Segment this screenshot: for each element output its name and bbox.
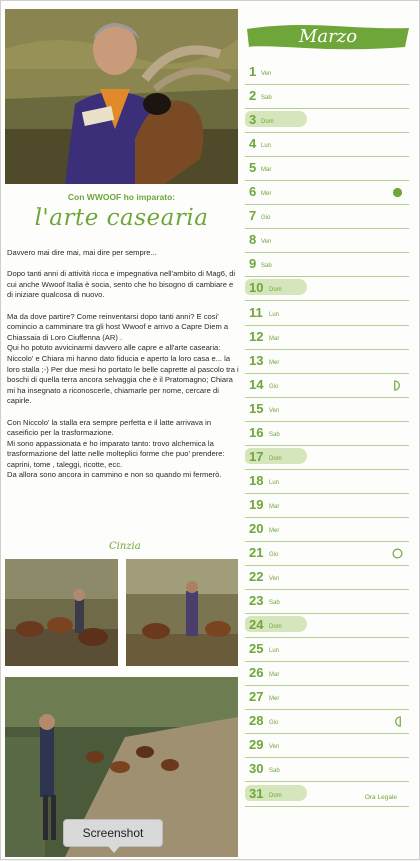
day-number: 18 [249, 472, 264, 488]
day-number: 22 [249, 569, 264, 585]
weekday-label: Dom [269, 455, 282, 462]
photo-goats-left [5, 559, 118, 666]
calendar-column [245, 21, 411, 851]
weekday-label: Ven [261, 71, 272, 77]
day-row [245, 662, 409, 686]
photo-goats-right [126, 559, 238, 666]
day-row [245, 229, 409, 253]
first-quarter-moon-icon [392, 380, 403, 391]
day-number: 3 [249, 112, 257, 128]
day-number: 10 [249, 280, 264, 296]
day-number: 25 [249, 641, 264, 657]
weekday-label: Ven [269, 744, 280, 751]
weekday-label: Lun [269, 648, 280, 655]
article-kicker: Con WWOOF ho imparato: [67, 192, 176, 202]
article-title: l'arte casearia [34, 205, 209, 231]
day-number: 26 [249, 665, 264, 681]
photo-woman-with-goat [5, 9, 238, 184]
day-row [245, 710, 409, 734]
article-paragraph: Con Niccolo' la stalla era sempre perfetta e il latte arrivava in caseificio per la trasformazione. [7, 417, 212, 438]
day-number: 2 [249, 88, 257, 104]
screenshot-tooltip: Screenshot [63, 819, 163, 847]
weekday-label: Ven [261, 239, 272, 246]
weekday-label: Sab [269, 431, 280, 438]
weekday-label: Sab [269, 600, 280, 607]
day-row [245, 614, 409, 638]
day-number: 21 [249, 545, 264, 560]
day-row [245, 109, 409, 133]
day-row [245, 133, 409, 157]
last-quarter-moon-icon [392, 716, 403, 727]
day-number: 20 [249, 520, 264, 536]
weekday-label: Gio [269, 720, 279, 727]
article-paragraph: Mi sono appassionata e ho imparato tanto: trovo alchemica la trasformazione del latte nelle molteplici forme che puo' prendere: caprini, tome , taleggi, ricotte, ecc. [7, 438, 225, 469]
day-note: Ora Legale [364, 793, 397, 801]
article-paragraph: Qui ho potuto avvicinarmi davvero alle capre e all'arte casearia: Niccolo' e Chiara mi hanno dato fiducia e aperto la loro casa e... la loro stalla ;-) Per due mesi ho portato le belle caprette al pascolo tra i boschi di quella terra ancora selvaggia che è il Pratomagno; Chiara mi ha insegnato a riconoscerle, chiamarle per nome, cercare di capirle. [7, 343, 239, 406]
day-row [245, 590, 409, 614]
day-row [245, 277, 409, 301]
article-body [7, 248, 239, 481]
weekday-label: Sab [261, 95, 272, 102]
day-number: 14 [249, 376, 264, 392]
weekday-label: Sab [269, 768, 280, 775]
day-row [245, 181, 409, 205]
day-number: 30 [249, 761, 264, 777]
article-paragraph: Dopo tanti anni di attività ricca e impegnativa nell'ambito di Mag6, di cui anche Wwoof Italia è socia, sento che ho bisogno di cambiare e di iniziare qualcosa di nuovo. [7, 269, 236, 300]
day-number: 19 [249, 496, 264, 512]
day-row [245, 446, 409, 470]
day-number: 31 [249, 785, 264, 801]
day-number: 1 [249, 64, 257, 79]
full-moon-icon [392, 548, 403, 559]
day-row [245, 470, 409, 494]
day-row [245, 157, 409, 181]
day-number: 6 [249, 184, 257, 200]
weekday-label: Dom [261, 119, 274, 126]
weekday-label: Ven [269, 576, 280, 583]
day-row [245, 350, 409, 374]
weekday-label: Mer [269, 359, 280, 366]
weekday-label: Mar [261, 167, 272, 174]
day-row [245, 518, 409, 542]
day-row [245, 422, 409, 446]
month-title: Marzo [298, 26, 358, 47]
weekday-label: Lun [269, 479, 280, 486]
day-row [245, 734, 409, 758]
day-number: 24 [249, 617, 264, 633]
day-number: 12 [249, 328, 264, 344]
day-row [245, 566, 409, 590]
day-number: 23 [249, 593, 264, 609]
weekday-label: Mar [269, 503, 280, 510]
day-number: 17 [249, 448, 264, 464]
day-row [245, 61, 409, 85]
day-row [245, 374, 409, 398]
day-number: 15 [249, 400, 264, 416]
month-banner [245, 23, 411, 51]
day-row [245, 398, 409, 422]
day-row [245, 253, 409, 277]
weekday-label: Lun [261, 143, 272, 150]
article-column [5, 9, 238, 859]
day-number: 16 [249, 424, 264, 440]
article-paragraph: Ma da dove partire? Come reinventarsi dopo tanti anni? E cosi' comincio a camminare tra gli host Wwoof e arrivo a Capre Diem a Chiassaia di Loro Ciuffenna (AR) . [7, 311, 229, 342]
day-row [245, 326, 409, 350]
weekday-label: Mar [269, 672, 280, 679]
weekday-label: Dom [269, 287, 282, 294]
day-row [245, 758, 409, 782]
day-number: 4 [249, 136, 257, 152]
weekday-label: Dom [269, 624, 282, 631]
day-number: 28 [249, 713, 264, 729]
day-row [245, 85, 409, 109]
weekday-label: Mer [269, 527, 280, 534]
weekday-label: Ven [269, 407, 280, 414]
weekday-label: Mer [261, 191, 272, 198]
weekday-label: Gio [269, 383, 279, 390]
day-number: 11 [249, 304, 263, 320]
day-number: 8 [249, 232, 257, 248]
day-row [245, 205, 409, 229]
new-moon-icon [392, 187, 403, 198]
weekday-label: Gio [269, 552, 279, 558]
weekday-label: Lun [269, 311, 280, 318]
day-row [245, 638, 409, 662]
article-signature: Cinzia [109, 541, 141, 552]
day-row [245, 542, 409, 566]
weekday-label: Sab [261, 263, 272, 270]
day-row [245, 302, 409, 326]
weekday-label: Mer [269, 696, 280, 703]
article-paragraph: Da allora sono ancora in cammino e non so quando mi fermerò. [7, 470, 222, 480]
weekday-label: Mar [269, 335, 280, 342]
weekday-label: Gio [261, 215, 271, 222]
day-row [245, 494, 409, 518]
day-number: 7 [249, 208, 257, 224]
day-row [245, 686, 409, 710]
day-row [245, 783, 409, 807]
day-number: 13 [249, 352, 264, 368]
day-number: 27 [249, 689, 264, 705]
article-paragraph: Davvero mai dire mai, mai dire per sempre... [7, 248, 157, 257]
weekday-label: Dom [269, 792, 282, 799]
day-number: 5 [249, 160, 257, 176]
day-number: 29 [249, 737, 264, 753]
day-number: 9 [249, 256, 257, 272]
